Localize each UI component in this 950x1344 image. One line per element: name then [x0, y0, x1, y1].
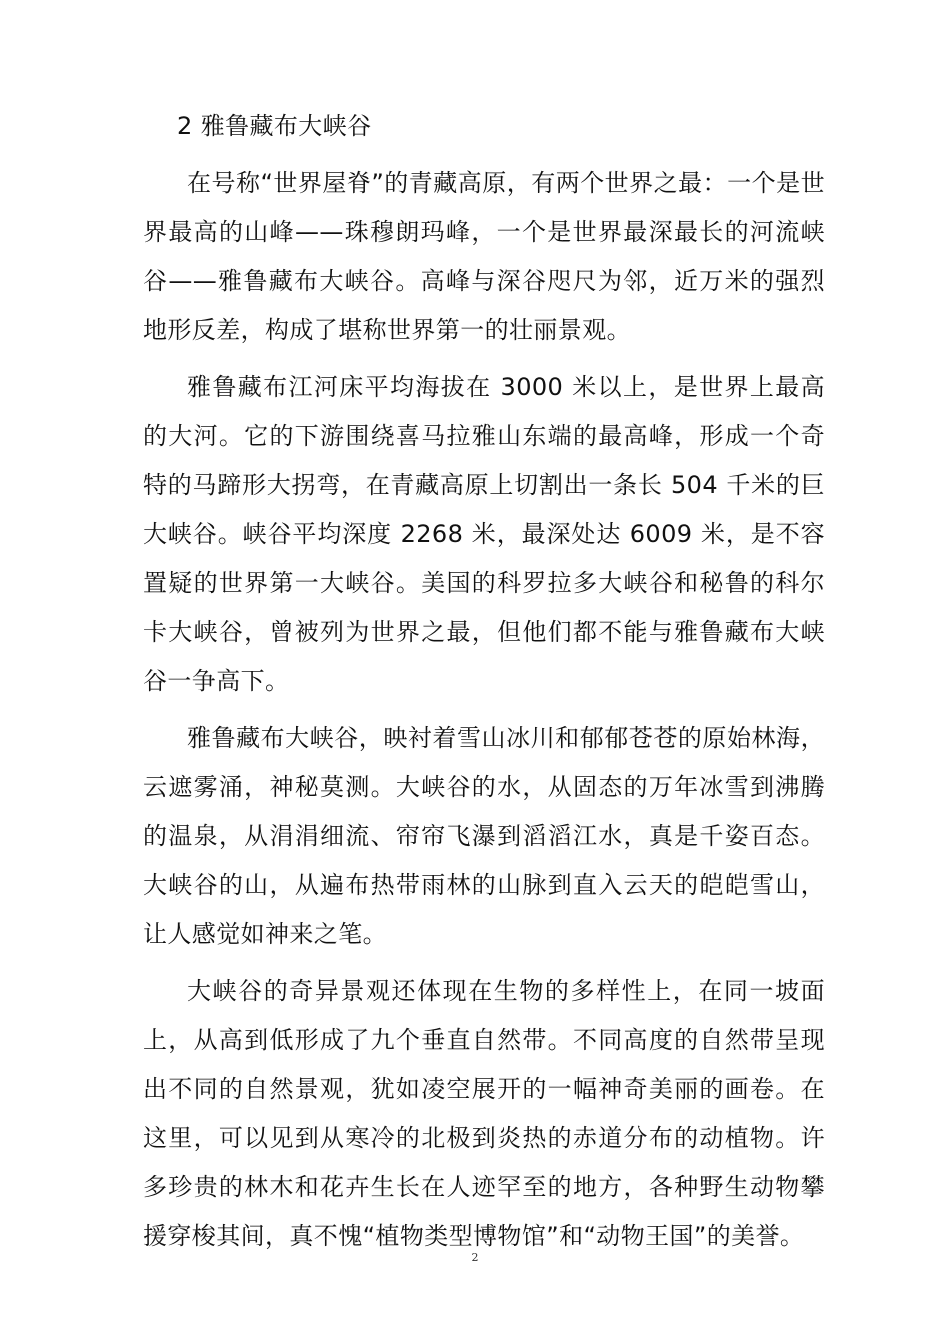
paragraph-1: 在号称“世界屋脊”的青藏高原，有两个世界之最：一个是世界最高的山峰——珠穆朗玛峰，一个是世界最深最长的河流峡谷——雅鲁藏布大峡谷。高峰与深谷咫尺为邻，近万米的强烈地形反差，构成了堪称世界第一的壮丽景观。 [143, 169, 825, 344]
section-heading: 2 雅鲁藏布大峡谷 [177, 112, 372, 140]
paragraph-4: 大峡谷的奇异景观还体现在生物的多样性上，在同一坡面上，从高到低形成了九个垂直自然带。不同高度的自然带呈现出不同的自然景观，犹如凌空展开的一幅神奇美丽的画卷。在这里，可以见到从寒冷的北极到炎热的赤道分布的动植物。许多珍贵的林木和花卉生长在人迹罕至的地方，各种野生动物攀援穿梭其间，真不愧“植物类型博物馆”和“动物王国”的美誉。 [143, 977, 825, 1250]
paragraph-2: 雅鲁藏布江河床平均海拔在 3000 米以上，是世界上最高的大河。它的下游围绕喜马拉雅山东端的最高峰，形成一个奇特的马蹄形大拐弯，在青藏高原上切割出一条长 504 千米的巨大峡谷。峡谷平均深度 2268 米，最深处达 6009 米，是不容置疑的世界第一大峡谷。美国的科罗拉多大峡谷和秘鲁的科尔卡大峡谷，曾被列为世界之最，但他们都不能与雅鲁藏布大峡谷一争高下。 [143, 373, 825, 695]
paragraph-3: 雅鲁藏布大峡谷，映衬着雪山冰川和郁郁苍苍的原始林海，云遮雾涌，神秘莫测。大峡谷的水，从固态的万年冰雪到沸腾的温泉，从涓涓细流、帘帘飞瀑到滔滔江水，真是千姿百态。大峡谷的山，从遍布热带雨林的山脉到直入云天的皑皑雪山，让人感觉如神来之笔。 [143, 724, 825, 948]
page-number: 2 [471, 1251, 479, 1264]
document-body [143, 102, 825, 1261]
